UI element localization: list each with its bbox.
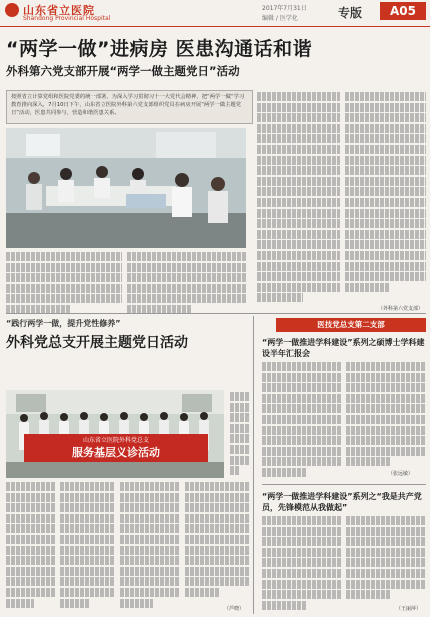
section-divider bbox=[6, 313, 426, 314]
sidebar-story2-column1 bbox=[262, 516, 342, 614]
article1-column1 bbox=[6, 252, 122, 314]
article1-lead: 按照省立计算党组和医院党委的统一部署，为深入学习贯彻习十一大党代会精神，把“两学一做”学习教育推向深入，7月10日下午，山东省立医院外科第六党支部组织党员在病房开展“两学一做主题党日”活动，医患共同参与，营造和谐医患关系。 bbox=[6, 90, 253, 124]
article1-subheadline: 外科第六党支部开展“两学一做主题党日”活动 bbox=[6, 64, 240, 78]
sidebar-story1-headline: “两学一做推进学科建设”系列之硕博士学科建设半年汇报会 bbox=[262, 338, 425, 358]
sidebar-story1-byline: （张远敏） bbox=[388, 471, 414, 477]
sidebar-story2-headline: “两学一做推进学科建设”系列之“我是共产党员，先锋模范从我做起” bbox=[262, 492, 422, 512]
page-number: A05 bbox=[380, 2, 426, 20]
article2-column1 bbox=[6, 482, 56, 610]
ward-meeting-photo bbox=[6, 128, 246, 248]
issue-date: 2017年7月31日 bbox=[262, 5, 307, 12]
party-branch-tag: 医技党总支第二支部 bbox=[276, 318, 426, 332]
banner-line2: 服务基层义诊活动 bbox=[72, 446, 160, 459]
article2-column4 bbox=[185, 482, 249, 604]
article2-byline: （芦晓） bbox=[224, 606, 245, 612]
paper-name: 山东省立医院 bbox=[23, 4, 95, 17]
section-name: 专版 bbox=[338, 6, 363, 20]
article1-column3 bbox=[257, 92, 340, 307]
editor-credit: 编辑 / 医学化 bbox=[262, 15, 298, 22]
banner-line1: 山东省立医院外科党总支 bbox=[82, 437, 149, 444]
sidebar-story2-byline: （王丽萍） bbox=[396, 606, 422, 612]
sidebar-story1-column2 bbox=[346, 362, 426, 468]
sidebar-story1-column1 bbox=[262, 362, 342, 478]
article2-kicker: “践行两学一做，提升党性修养” bbox=[6, 319, 121, 328]
group-photo bbox=[6, 390, 224, 478]
article2-column2 bbox=[60, 482, 115, 610]
article2-column3 bbox=[120, 482, 180, 610]
article1-headline: “两学一做”进病房 医患沟通话和谐 bbox=[6, 38, 313, 60]
article2-column5 bbox=[230, 392, 249, 478]
sidebar-story2-column2 bbox=[346, 516, 426, 602]
hospital-logo-icon bbox=[5, 3, 19, 17]
article1-column2 bbox=[127, 252, 246, 314]
column-divider bbox=[253, 316, 254, 614]
article1-column4 bbox=[345, 92, 426, 297]
masthead bbox=[0, 0, 430, 27]
sidebar-divider bbox=[262, 484, 426, 485]
article1-byline: （外科第六党支部） bbox=[378, 306, 424, 312]
paper-name-en: Shandong Provincial Hospital bbox=[23, 15, 111, 22]
article2-headline: 外科党总支开展主题党日活动 bbox=[6, 335, 188, 351]
